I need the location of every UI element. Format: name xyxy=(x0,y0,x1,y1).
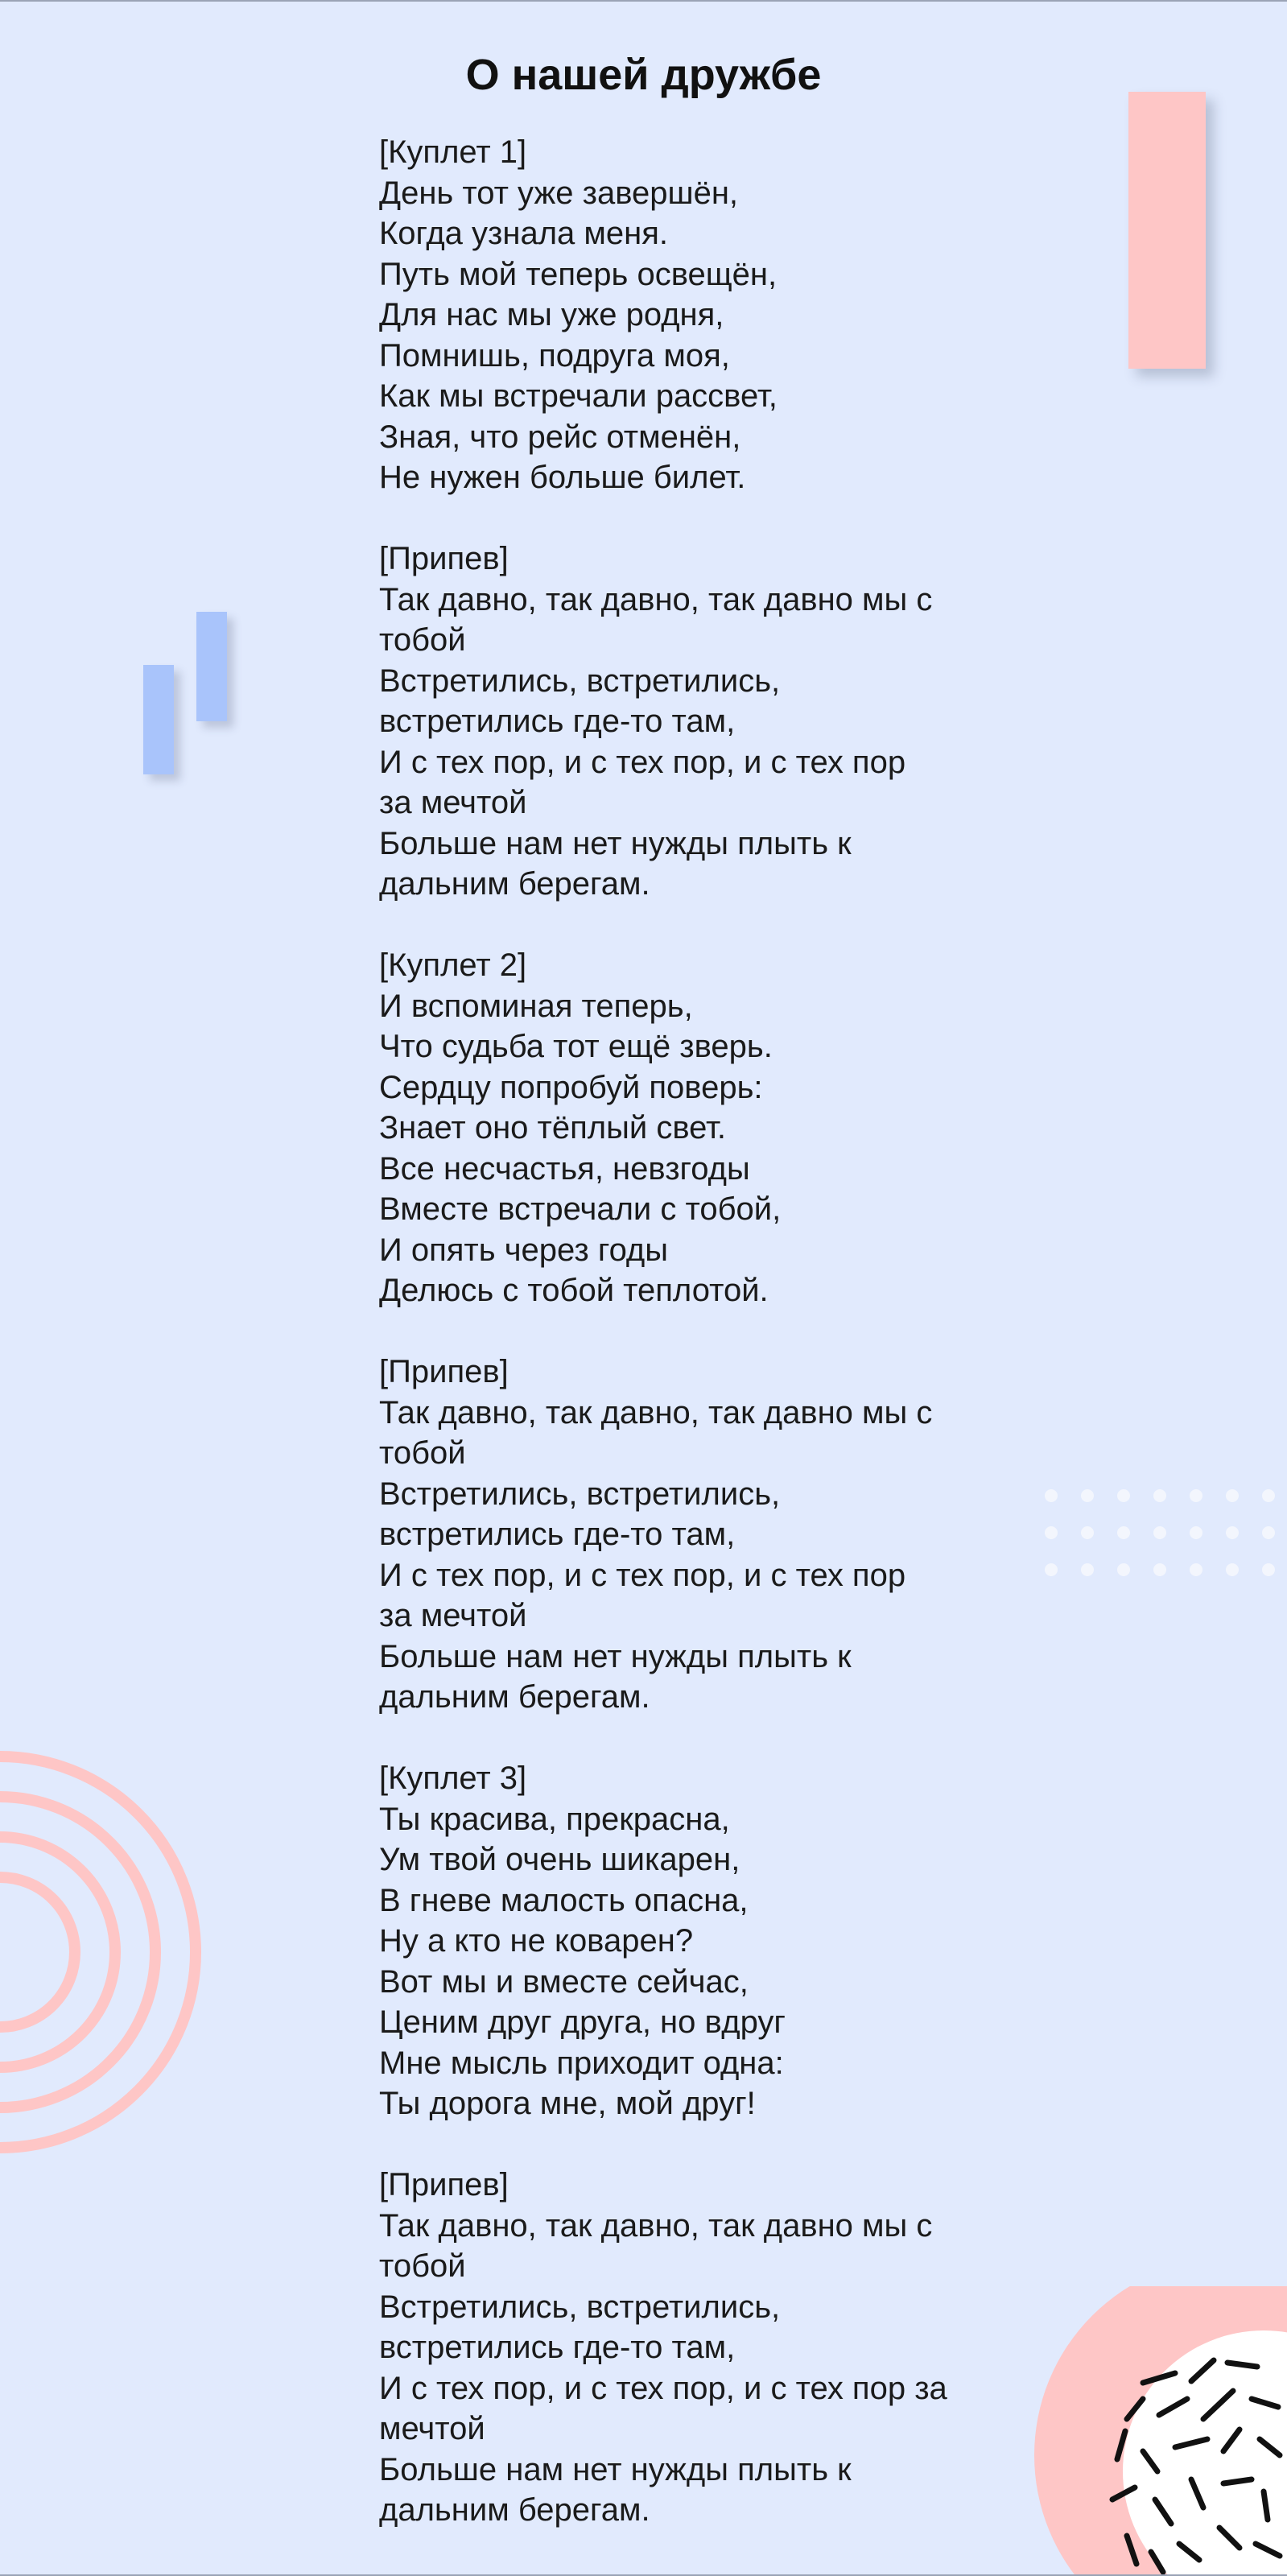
lyric-line: Встретились, встретились, xyxy=(379,1476,781,1512)
lyric-line: встретились где-то там, xyxy=(379,1517,736,1552)
lyric-line: Помнишь, подруга моя, xyxy=(379,337,730,374)
lyric-line: Путь мой теперь освещён, xyxy=(379,256,778,292)
dot-grid-decoration xyxy=(1038,1481,1287,1586)
lyric-line: Больше нам нет нужды плыть к xyxy=(379,825,852,861)
blue-bar-decoration-right xyxy=(196,612,227,721)
lyric-line: за мечтой xyxy=(379,785,527,820)
concentric-arcs-decoration xyxy=(0,1747,217,2157)
lyric-line: И опять через годы xyxy=(379,1232,669,1268)
lyric-line: дальним берегам. xyxy=(379,1679,650,1715)
lyric-line: Сердцу попробуй поверь: xyxy=(379,1069,763,1105)
stanza-heading: [Куплет 3] xyxy=(379,1761,527,1796)
lyric-line: И с тех пор, и с тех пор, и с тех пор за xyxy=(379,2370,947,2406)
lyric-line: Знает оно тёплый свет. xyxy=(379,1110,727,1146)
lyric-line: встретились где-то там, xyxy=(379,704,736,739)
stanza-heading: [Куплет 2] xyxy=(379,947,527,983)
lyric-line: И с тех пор, и с тех пор, и с тех пор xyxy=(379,1557,906,1593)
lyric-line: Как мы встречали рассвет, xyxy=(379,378,778,414)
lyric-line: И вспоминая теперь, xyxy=(379,988,693,1024)
lyric-line: Так давно, так давно, так давно мы с xyxy=(379,2207,933,2244)
stanza xyxy=(379,945,991,1311)
stanza xyxy=(379,2165,991,2531)
lyric-line: День тот уже завершён, xyxy=(379,175,739,211)
lyrics-body xyxy=(379,132,991,2531)
blue-bar-decoration-left xyxy=(143,665,174,774)
lyric-line: Для нас мы уже родня, xyxy=(379,297,724,332)
lyric-line: Ты дорога мне, мой друг! xyxy=(379,2086,756,2121)
lyric-line: В гневе малость опасна, xyxy=(379,1882,749,1918)
lyric-line: Когда узнала меня. xyxy=(379,216,669,251)
lyric-line: тобой xyxy=(379,2248,466,2284)
stanza xyxy=(379,539,991,905)
lyric-line: Что судьба тот ещё зверь. xyxy=(379,1029,773,1064)
lyric-line: Ценим друг друга, но вдруг xyxy=(379,2004,786,2040)
stanza xyxy=(379,132,991,498)
lyric-line: тобой xyxy=(379,1435,466,1471)
lyric-line: тобой xyxy=(379,622,466,658)
lyric-line: Делюсь с тобой теплотой. xyxy=(379,1273,769,1308)
lyric-line: Мне мысль приходит одна: xyxy=(379,2045,784,2081)
lyric-line: Так давно, так давно, так давно мы с xyxy=(379,1394,933,1430)
stanza-heading: [Припев] xyxy=(379,2167,509,2202)
lyric-line: Ты красива, прекрасна, xyxy=(379,1801,730,1837)
top-border-line xyxy=(0,0,1287,2)
stanza-heading: [Припев] xyxy=(379,1354,509,1389)
lyric-line: Больше нам нет нужды плыть к xyxy=(379,1638,852,1674)
stanza-heading: [Припев] xyxy=(379,541,509,576)
lyric-line: Зная, что рейс отменён, xyxy=(379,419,741,455)
lyric-line: Встретились, встретились, xyxy=(379,663,781,699)
lyric-line: Ну а кто не коварен? xyxy=(379,1923,694,1959)
lyric-line: дальним берегам. xyxy=(379,2492,650,2528)
lyric-line: Вот мы и вместе сейчас, xyxy=(379,1963,749,2000)
lyric-line: Все несчастья, невзгоды xyxy=(379,1150,750,1187)
lyric-line: Больше нам нет нужды плыть к xyxy=(379,2451,852,2487)
lyric-line: И с тех пор, и с тех пор, и с тех пор xyxy=(379,744,906,780)
lyric-line: Так давно, так давно, так давно мы с xyxy=(379,581,933,617)
pink-rectangle-decoration xyxy=(1128,92,1206,369)
stanza xyxy=(379,1758,991,2124)
lyric-line: Вместе встречали с тобой, xyxy=(379,1191,782,1227)
lyric-line: дальним берегам. xyxy=(379,866,650,902)
song-title: О нашей дружбе xyxy=(465,51,822,99)
sprinkle-circle-decoration xyxy=(1022,2286,1287,2576)
lyric-line: за мечтой xyxy=(379,1598,527,1633)
lyric-line: Встретились, встретились, xyxy=(379,2289,781,2325)
stanza xyxy=(379,1352,991,1718)
lyric-line: Не нужен больше билет. xyxy=(379,460,746,495)
lyric-line: встретились где-то там, xyxy=(379,2330,736,2365)
lyric-line: мечтой xyxy=(379,2411,485,2446)
lyric-line: Ум твой очень шикарен, xyxy=(379,1842,740,1877)
stanza-heading: [Куплет 1] xyxy=(379,134,527,170)
